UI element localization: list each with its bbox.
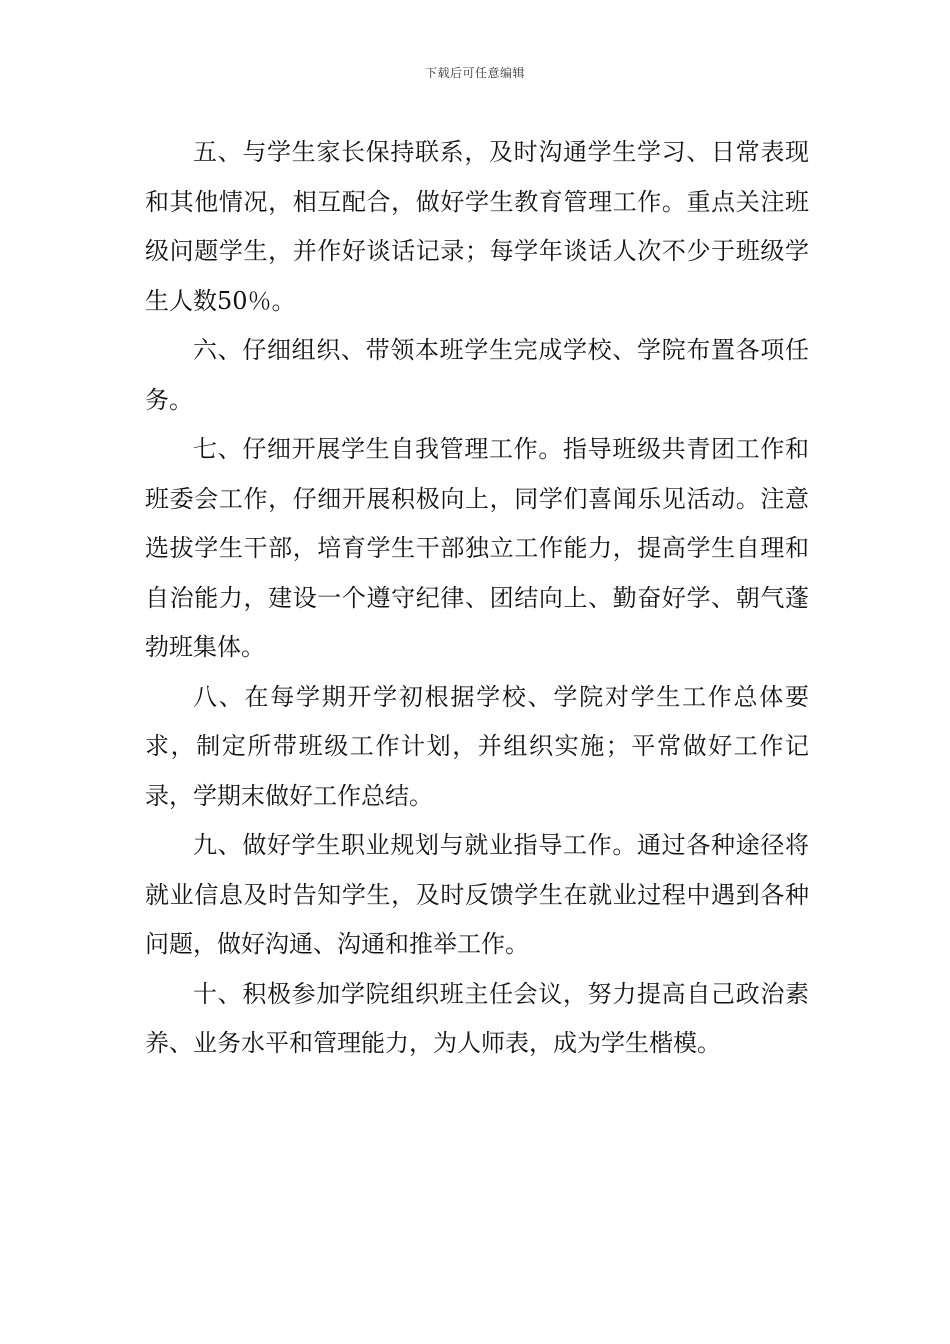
paragraph-10: 十、积极参加学院组织班主任会议，努力提高自己政治素养、业务水平和管理能力，为人师表，成为学生楷模。 — [145, 979, 809, 1057]
paragraph-7: 七、仔细开展学生自我管理工作。指导班级共青团工作和班委会工作，仔细开展积极向上，同学们喜闻乐见活动。注意选拔学生干部，培育学生干部独立工作能力，提高学生自理和自治能力，建设一个遵守纪律、团结向上、勤奋好学、朝气蓬勃班集体。 — [145, 435, 809, 661]
page-header: 下载后可任意编辑 — [424, 66, 525, 80]
paragraph-9: 九、做好学生职业规划与就业指导工作。通过各种途径将就业信息及时告知学生，及时反馈学生在就业过程中遇到各种问题，做好沟通、沟通和推举工作。 — [145, 831, 809, 958]
paragraph-5: 五、与学生家长保持联系，及时沟通学生学习、日常表现和其他情况，相互配合，做好学生教育管理工作。重点关注班级问题学生，并作好谈话记录；每学年谈话人次不少于班级学生人数50％。 — [145, 138, 809, 315]
document-body — [145, 128, 809, 1069]
paragraph-6: 六、仔细组织、带领本班学生完成学校、学院布置各项任务。 — [145, 336, 809, 414]
paragraph-8: 八、在每学期开学初根据学校、学院对学生工作总体要求，制定所带班级工作计划，并组织实施；平常做好工作记录，学期末做好工作总结。 — [145, 682, 809, 810]
